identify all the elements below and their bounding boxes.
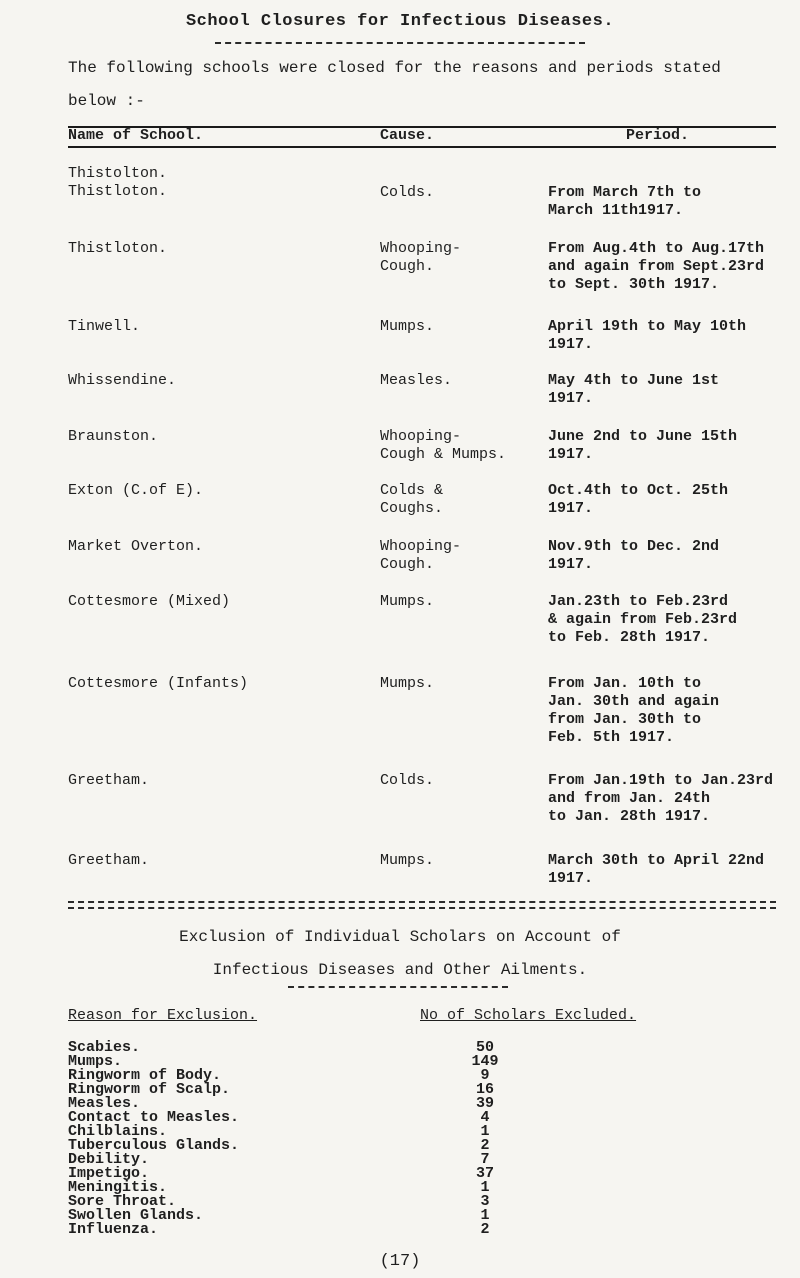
closure-period: From Aug.4th to Aug.17th and again from Sept.23rd to Sept. 30th 1917.: [548, 240, 765, 293]
section-divider: [68, 907, 776, 909]
closure-period: May 4th to June 1st 1917.: [548, 372, 720, 407]
school-name: Tinwell.: [68, 318, 141, 335]
exclusion-count: 1: [480, 1207, 490, 1224]
exclusion-heading-line-2: Infectious Diseases and Other Ailments.: [212, 961, 588, 979]
column-header-reason: Reason for Exclusion.: [68, 1007, 258, 1024]
school-name: Thistloton.: [68, 240, 168, 257]
exclusion-count: 149: [471, 1053, 499, 1070]
school-name: Cottesmore (Mixed): [68, 593, 231, 610]
column-header-period: Period.: [626, 127, 690, 144]
closure-cause: Whooping- Cough & Mumps.: [380, 428, 507, 463]
page-title: School Closures for Infectious Diseases.: [185, 12, 615, 31]
closure-cause: Measles.: [380, 372, 453, 389]
closure-cause: Whooping- Cough.: [380, 538, 462, 573]
exclusion-count: 16: [475, 1081, 494, 1098]
closure-cause: Colds & Coughs.: [380, 482, 444, 517]
column-header-count: No of Scholars Excluded.: [420, 1007, 637, 1024]
closure-cause: Mumps.: [380, 852, 435, 869]
exclusion-count: 1: [480, 1123, 490, 1140]
closure-period: From Jan. 10th to Jan. 30th and again from Jan. 30th to Feb. 5th 1917.: [548, 675, 720, 746]
exclusion-count: 3: [480, 1193, 490, 1210]
exclusion-count: 1: [480, 1179, 490, 1196]
section-divider: [68, 901, 776, 903]
exclusion-reason: Contact to Measles.: [68, 1109, 240, 1126]
page-number: (17): [379, 1252, 421, 1271]
exclusion-reason: Sore Throat.: [68, 1193, 177, 1210]
school-name: Exton (C.of E).: [68, 482, 204, 499]
exclusion-reason: Measles.: [68, 1095, 141, 1112]
closure-period: Oct.4th to Oct. 25th 1917.: [548, 482, 729, 517]
exclusion-reason: Influenza.: [68, 1221, 159, 1238]
exclusion-reason: Scabies.: [68, 1039, 141, 1056]
exclusion-count: 39: [475, 1095, 494, 1112]
school-name: Market Overton.: [68, 538, 204, 555]
school-name: Greetham.: [68, 852, 150, 869]
column-header-school: Name of School.: [68, 127, 204, 144]
exclusion-reason: Ringworm of Scalp.: [68, 1081, 231, 1098]
exclusion-count: 2: [480, 1137, 490, 1154]
table-header-bottom-rule: [68, 146, 776, 148]
exclusion-reason: Chilblains.: [68, 1123, 168, 1140]
intro-line-2: below :-: [68, 92, 145, 110]
school-name: Thistolton. Thistloton.: [68, 165, 168, 200]
exclusion-count: 50: [475, 1039, 494, 1056]
exclusion-reason: Debility.: [68, 1151, 150, 1168]
exclusion-count: 7: [480, 1151, 490, 1168]
closure-cause: Mumps.: [380, 318, 435, 335]
closure-period: From March 7th to March 11th1917.: [548, 184, 702, 219]
school-name: Whissendine.: [68, 372, 177, 389]
school-name: Cottesmore (Infants): [68, 675, 249, 692]
exclusion-reason: Ringworm of Body.: [68, 1067, 222, 1084]
title-divider: [215, 42, 585, 44]
column-header-cause: Cause.: [380, 127, 435, 144]
school-name: Braunston.: [68, 428, 159, 445]
closure-period: March 30th to April 22nd 1917.: [548, 852, 765, 887]
exclusion-reason: Mumps.: [68, 1053, 123, 1070]
intro-line-1: The following schools were closed for the reasons and periods stated: [68, 59, 721, 77]
exclusion-reason: Impetigo.: [68, 1165, 150, 1182]
exclusion-heading-line-1: Exclusion of Individual Scholars on Account of: [179, 928, 621, 946]
closure-period: Jan.23th to Feb.23rd & again from Feb.23rd to Feb. 28th 1917.: [548, 593, 738, 646]
exclusion-count: 2: [480, 1221, 490, 1238]
closure-cause: Mumps.: [380, 675, 435, 692]
closure-cause: Colds.: [380, 772, 435, 789]
exclusion-heading-divider: [288, 986, 508, 988]
closure-cause: Colds.: [380, 184, 435, 201]
exclusion-reason: Tuberculous Glands.: [68, 1137, 240, 1154]
closure-cause: Whooping- Cough.: [380, 240, 462, 275]
closure-period: From Jan.19th to Jan.23rd and from Jan. 24th to Jan. 28th 1917.: [548, 772, 774, 825]
exclusion-reason: Meningitis.: [68, 1179, 168, 1196]
closure-period: June 2nd to June 15th 1917.: [548, 428, 738, 463]
school-name: Greetham.: [68, 772, 150, 789]
exclusion-count: 37: [475, 1165, 494, 1182]
closure-period: Nov.9th to Dec. 2nd 1917.: [548, 538, 720, 573]
exclusion-count: 9: [480, 1067, 490, 1084]
closure-cause: Mumps.: [380, 593, 435, 610]
exclusion-reason: Swollen Glands.: [68, 1207, 204, 1224]
closure-period: April 19th to May 10th 1917.: [548, 318, 747, 353]
exclusion-count: 4: [480, 1109, 490, 1126]
